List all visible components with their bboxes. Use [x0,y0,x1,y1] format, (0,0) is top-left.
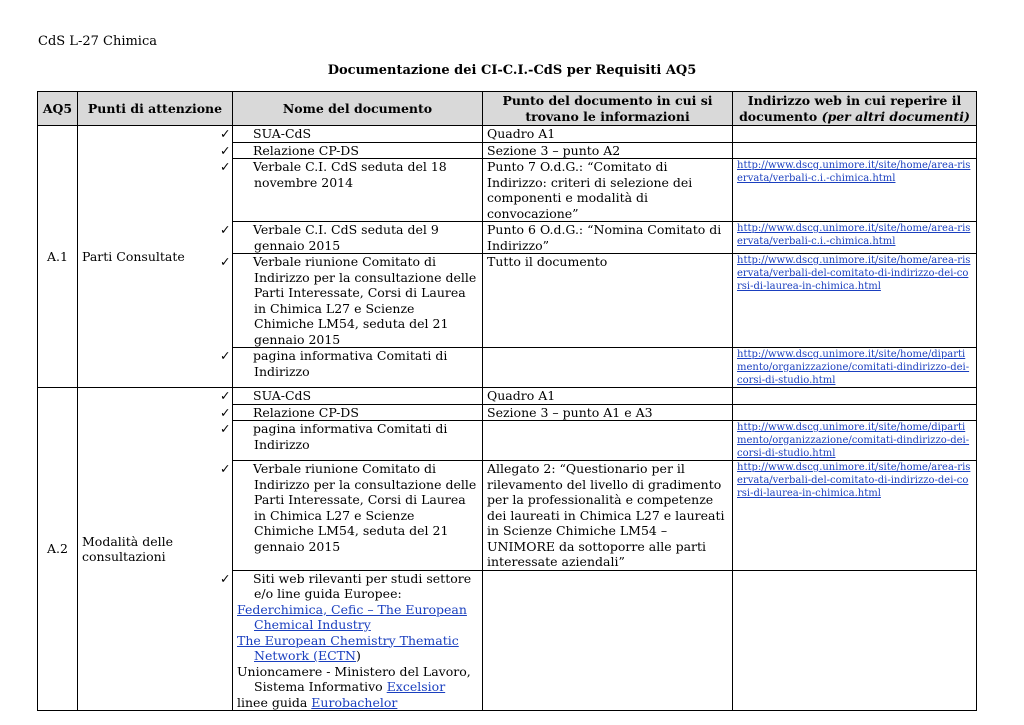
check-icon: ✓ [220,142,231,158]
check-icon: ✓ [220,254,231,269]
where-cell: Tutto il documento [483,254,733,348]
check-icon: ✓ [220,388,231,403]
url-cell [733,159,977,222]
url-cell [733,461,977,571]
doc-name: pagina informativa Comitati di Indirizzo [253,421,448,452]
check-icon: ✓ [220,126,231,141]
doc-name: Verbale riunione Comitato di Indirizzo per la consultazione delle Parti Interessate, Corsi di Laurea in Chimica L27 e Scienze Chimiche LM54, seduta del 21 gennaio 2015 [253,254,477,347]
url-cell [733,570,977,711]
doc-cell [220,254,483,348]
doc-name: Verbale riunione Comitato di Indirizzo per la consultazione delle Parti Interessate, Corsi di Laurea in Chimica L27 e Scienze Chimiche LM54, seduta del 21 gennaio 2015 [253,461,477,554]
doc-cell [220,142,483,159]
doc-cell [220,348,483,388]
doc-cell [220,388,483,405]
where-cell [483,421,733,461]
doc-name: Verbale C.I. CdS seduta del 9 gennaio 2015 [253,222,439,253]
header-program: CdS L-27 Chimica [38,34,157,49]
url-cell [733,421,977,461]
where-cell: Sezione 3 – punto A2 [483,142,733,159]
doc-name: Verbale C.I. CdS seduta del 18 novembre 2014 [253,159,447,190]
check-icon: ✓ [220,461,231,476]
where-cell [483,348,733,388]
requirements-table [37,91,977,711]
excelsior-link[interactable]: Excelsior [386,679,446,694]
doc-cell [220,404,483,421]
doc-url-link[interactable]: http://www.dscg.unimore.it/site/home/dipartimento/organizzazione/comitati-dindirizzo-dei-corsi-di-studio.html [737,349,970,386]
where-cell: Quadro A1 [483,126,733,143]
ectn-close-paren: ) [355,648,361,663]
eurobachelor-link[interactable]: Eurobachelor [311,694,398,710]
doc-url-link[interactable]: http://www.dscg.unimore.it/site/home/area-riservata/verbali-del-comitato-di-indirizzo-dei-corsi-di-laurea-in-chimica.html [737,255,971,292]
url-cell [733,222,977,254]
ectn-link[interactable]: The European Chemistry Thematic Network (ECTN [237,632,459,663]
doc-url-link[interactable]: http://www.dscg.unimore.it/site/home/dipartimento/organizzazione/comitati-dindirizzo-dei-corsi-di-studio.html [737,422,970,459]
col-header-indirizzo [733,92,977,126]
col-header-punti: Punti di attenzione [78,92,233,126]
check-icon: ✓ [220,222,231,237]
where-cell: Punto 6 O.d.G.: “Nomina Comitato di Indirizzo” [483,222,733,254]
check-icon: ✓ [220,421,231,436]
table-row [38,388,977,405]
url-cell [733,254,977,348]
document-title: Documentazione dei CI-C.I.-CdS per Requisiti AQ5 [327,63,697,78]
where-cell: Punto 7 O.d.G.: “Comitato di Indirizzo: criteri di selezione dei componenti e modalità di convocazione” [483,159,733,222]
doc-name: SUA-CdS [253,388,312,403]
url-cell [733,348,977,388]
point-a2: Modalità delle consultazioni [78,388,233,711]
check-icon: ✓ [220,159,231,174]
doc-url-link[interactable]: http://www.dscg.unimore.it/site/home/area-riservata/verbali-c.i.-chimica.html [737,223,971,247]
where-cell [483,570,733,711]
doc-name: Siti web rilevanti per studi settore e/o line guida Europee: [253,570,472,601]
col-header-aq5: AQ5 [38,92,78,126]
url-cell [733,126,977,143]
doc-url-link[interactable]: http://www.dscg.unimore.it/site/home/area-riservata/verbali-del-comitato-di-indirizzo-dei-corsi-di-laurea-in-chimica.html [737,462,971,499]
doc-cell [220,461,483,571]
doc-name: SUA-CdS [253,126,312,141]
where-cell: Quadro A1 [483,388,733,405]
check-icon: ✓ [220,404,231,420]
where-cell: Sezione 3 – punto A1 e A3 [483,404,733,421]
doc-name: Relazione CP-DS [253,142,359,158]
check-icon: ✓ [220,570,231,586]
doc-name: pagina informativa Comitati di Indirizzo [253,348,448,379]
doc-url-link[interactable]: http://www.dscg.unimore.it/site/home/area-riservata/verbali-c.i.-chimica.html [737,160,971,184]
doc-cell [220,159,483,222]
doc-cell [220,570,483,711]
doc-cell [220,222,483,254]
col-header-punto: Punto del documento in cui si trovano le informazioni [483,92,733,126]
url-cell [733,404,977,421]
aq5-code-a1: A.1 [38,126,78,388]
table-row [38,126,977,143]
unioncamere-text: Unioncamere - Ministero del Lavoro, Sistema Informativo [237,663,471,694]
col-header-indirizzo-italic: (per altri documenti) [821,108,970,124]
url-cell [733,388,977,405]
doc-cell [220,421,483,461]
where-cell: Allegato 2: “Questionario per il rilevamento del livello di gradimento per la professionalità e competenze dei laureati in Chimica L27 e laureati in Scienze Chimiche LM54 – UNIMORE da sottoporre alle parti interessate aziendali” [483,461,733,571]
point-a1: Parti Consultate [78,126,233,388]
doc-cell [220,126,483,143]
linee-guida-text: linee guida [237,694,312,710]
doc-name: Relazione CP-DS [253,404,359,420]
check-icon: ✓ [220,348,231,363]
url-cell [733,142,977,159]
federchimica-cefic-link[interactable]: Federchimica, Cefic – The European Chemical Industry [237,601,467,632]
col-header-indirizzo-main: Indirizzo web in cui reperire il documento [739,93,962,124]
col-header-nome: Nome del documento [233,92,483,126]
aq5-code-a2: A.2 [38,388,78,711]
